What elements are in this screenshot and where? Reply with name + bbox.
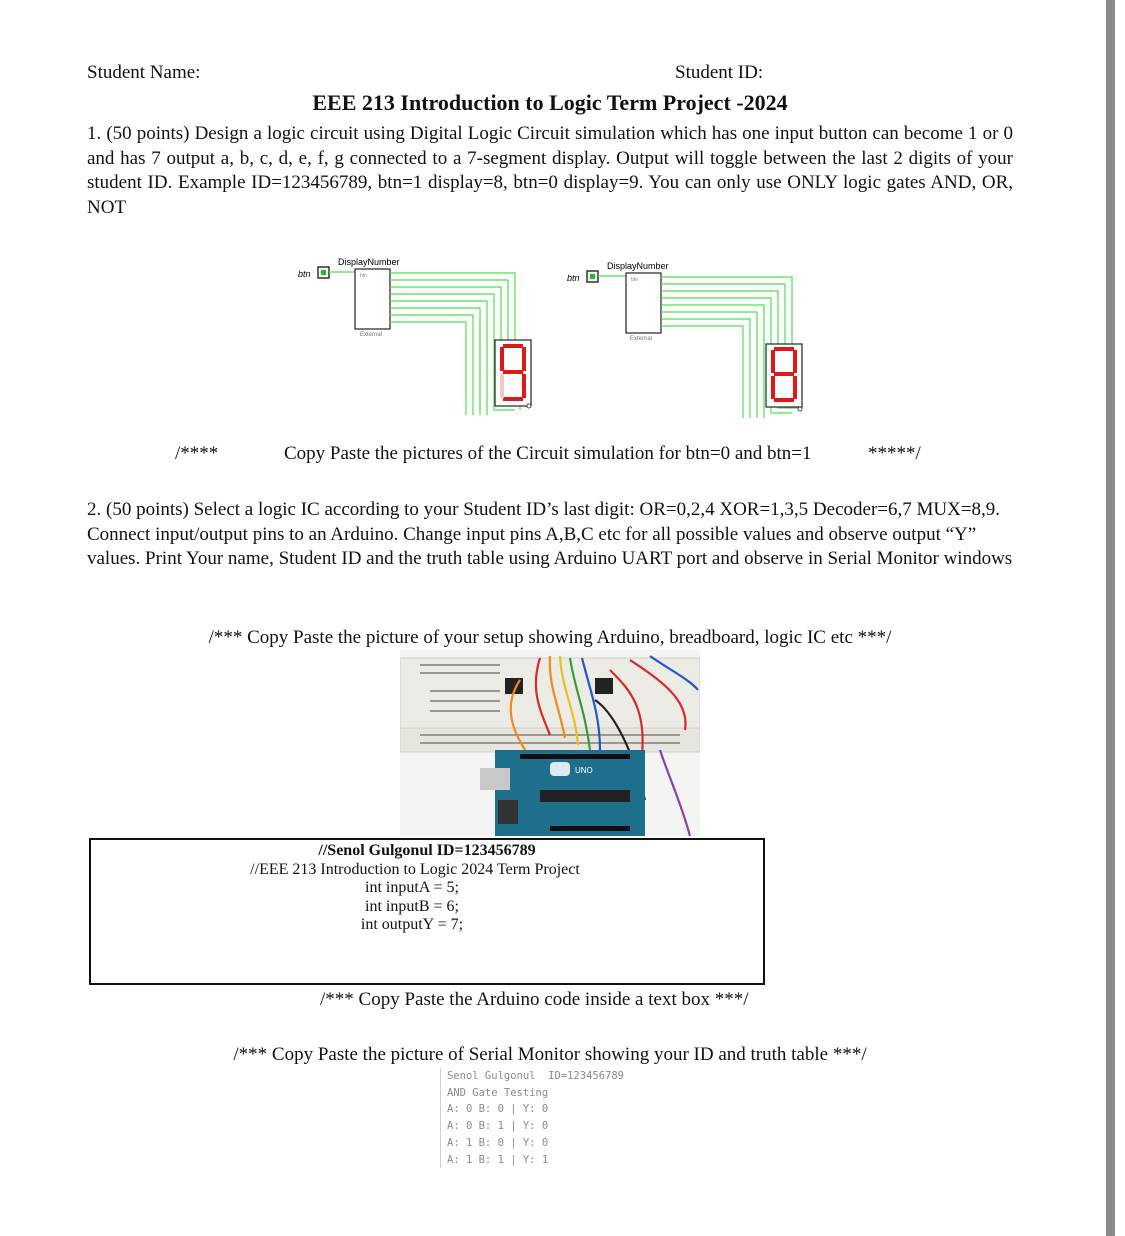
circuit-sim-btn1 bbox=[560, 258, 820, 418]
question-2-text: 2. (50 points) Select a logic IC according to your Student ID’s last digit: OR=0,2,4 XOR=1,3,5 Decoder=6,7 MUX=8,9. Connect input/output pins to an Arduino. Change input pins A,B,C etc for all possible values and observe output “Y” values. Print Your name, Student ID and the truth table using Arduino UART port and observe in Serial Monitor windows bbox=[87, 499, 1013, 569]
code-note: /*** Copy Paste the Arduino code inside a text box ***/ bbox=[320, 989, 749, 1010]
segment-a bbox=[774, 347, 794, 351]
code-line: int outputY = 7; bbox=[360, 916, 464, 933]
segment-d bbox=[503, 397, 523, 401]
code-line: //EEE 213 Introduction to Logic 2024 Term Project bbox=[250, 860, 580, 878]
circuit-note: Copy Paste the pictures of the Circuit simulation for btn=0 and btn=1 bbox=[284, 443, 812, 464]
serial-line: A: 0 B: 1 | Y: 0 bbox=[447, 1120, 549, 1133]
block-input-label: btn bbox=[631, 277, 638, 283]
student-name-label: Student Name: bbox=[87, 62, 201, 83]
segment-e bbox=[500, 374, 504, 398]
segment-a bbox=[503, 344, 523, 348]
block-title: DisplayNumber bbox=[607, 261, 669, 271]
serial-line: Senol Gulgonul ID=123456789 bbox=[447, 1070, 625, 1082]
serial-monitor-output bbox=[440, 1068, 667, 1168]
code-line: //Senol Gulgonul ID=123456789 bbox=[318, 842, 536, 859]
setup-photo bbox=[400, 650, 700, 836]
question-1-text: 1. (50 points) Design a logic circuit using Digital Logic Circuit simulation which has one input button can become 1 or 0 and has 7 output a, b, c, d, e, f, g connected to a 7-segment display. Output will toggle between the last 2 digits of your student ID. Example ID=123456789, btn=1 display=8, btn=0 display=9. You can only use ONLY logic gates AND, OR, NOT bbox=[87, 123, 1013, 218]
note-prefix: /**** bbox=[175, 443, 219, 464]
setup-note: /*** Copy Paste the picture of your setup showing Arduino, breadboard, logic IC etc ***/ bbox=[208, 627, 892, 648]
segment-d bbox=[774, 398, 794, 402]
arduino-label: UNO bbox=[575, 766, 593, 775]
segment-g bbox=[503, 370, 523, 374]
serial-line: A: 1 B: 0 | Y: 0 bbox=[447, 1136, 549, 1149]
code-line: int inputB = 6; bbox=[365, 897, 459, 915]
segment-b bbox=[522, 347, 526, 371]
segment-f bbox=[771, 350, 775, 373]
block-input-label: btn bbox=[360, 273, 367, 279]
button-led bbox=[321, 270, 326, 275]
page-scroll-edge bbox=[1106, 0, 1115, 1236]
segment-c bbox=[793, 376, 797, 399]
arduino-code-box bbox=[89, 838, 765, 985]
serial-note: /*** Copy Paste the picture of Serial Monitor showing your ID and truth table ***/ bbox=[233, 1044, 867, 1065]
serial-line: AND Gate Testing bbox=[447, 1086, 549, 1099]
circuit-sim-btn0 bbox=[290, 255, 540, 415]
student-id-label: Student ID: bbox=[675, 62, 764, 83]
button-led bbox=[590, 274, 595, 279]
serial-line: A: 1 B: 1 | Y: 1 bbox=[447, 1153, 549, 1166]
btn-label: btn bbox=[298, 269, 311, 279]
page-title: EEE 213 Introduction to Logic Term Project -2024 bbox=[312, 90, 788, 115]
segment-b bbox=[793, 350, 797, 373]
serial-line: A: 0 B: 0 | Y: 0 bbox=[447, 1103, 549, 1116]
segment-e bbox=[771, 376, 775, 399]
block-title: DisplayNumber bbox=[338, 257, 400, 267]
block-footer-label: External bbox=[360, 332, 383, 338]
code-line: int inputA = 5; bbox=[365, 879, 459, 896]
segment-g bbox=[774, 372, 794, 376]
note-suffix: *****/ bbox=[868, 443, 921, 464]
segment-c bbox=[522, 374, 526, 398]
segment-f bbox=[500, 347, 504, 371]
block-footer-label: External bbox=[630, 336, 653, 342]
btn-label: btn bbox=[567, 273, 580, 283]
